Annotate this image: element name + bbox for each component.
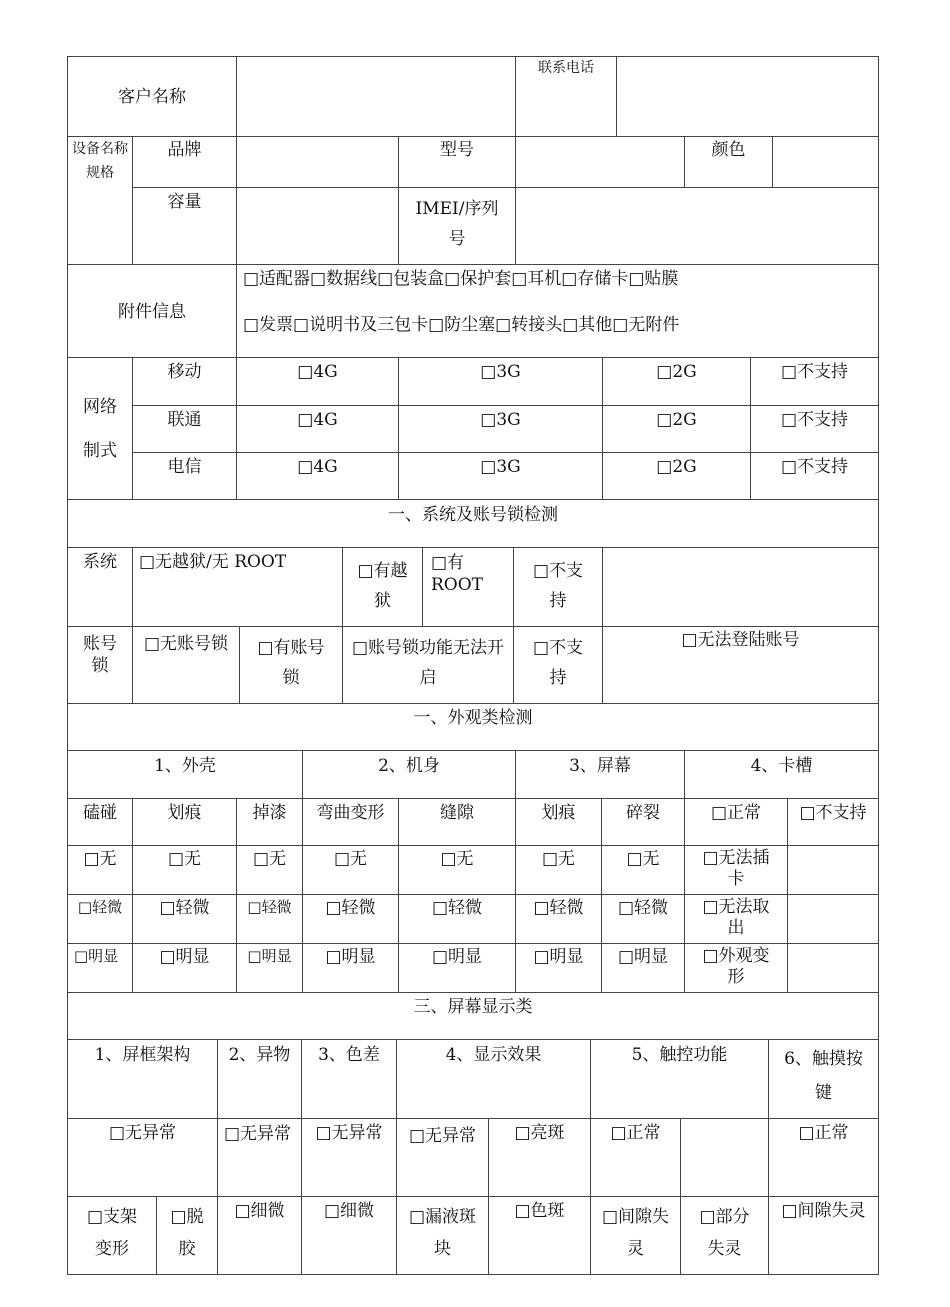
- touch-keys-gap-failure[interactable]: □间隙失灵: [768, 1196, 879, 1275]
- account-lock-cannot-enable[interactable]: □账号锁功能无法开启: [342, 626, 514, 704]
- phone-field[interactable]: [616, 56, 879, 137]
- device-spec-label: 设备名称规格: [67, 136, 133, 265]
- bump-slight[interactable]: □轻微: [67, 894, 133, 944]
- appearance-sub-screen-scratch: 划痕: [515, 798, 602, 846]
- bump-none[interactable]: □无: [67, 845, 133, 895]
- network-unicom-2g[interactable]: □2G: [602, 405, 751, 453]
- system-jailbreak[interactable]: □有越狱: [342, 547, 423, 627]
- appearance-sub-shell-scratch: 划痕: [132, 798, 237, 846]
- accessories-label: 附件信息: [67, 264, 237, 358]
- screen-scratch-none[interactable]: □无: [515, 845, 602, 895]
- appearance-sub-bend: 弯曲变形: [302, 798, 399, 846]
- color-slight[interactable]: □细微: [301, 1196, 397, 1275]
- account-cannot-login[interactable]: □无法登陆账号: [602, 626, 879, 704]
- system-unsupported[interactable]: □不支持: [513, 547, 603, 627]
- touch-keys-normal[interactable]: □正常: [768, 1118, 879, 1197]
- brand-label: 品牌: [132, 136, 237, 188]
- appearance-group-screen: 3、屏幕: [515, 750, 685, 799]
- slot-unsupported-checkbox[interactable]: □不支持: [787, 798, 879, 846]
- account-lock-unsupported[interactable]: □不支持: [513, 626, 603, 704]
- color-field[interactable]: [772, 136, 879, 188]
- network-mobile-3g[interactable]: □3G: [398, 357, 603, 406]
- shell-scratch-slight[interactable]: □轻微: [132, 894, 237, 944]
- customer-name-field[interactable]: [236, 56, 516, 137]
- gap-obvious[interactable]: □明显: [398, 943, 516, 993]
- paint-slight[interactable]: □轻微: [236, 894, 303, 944]
- slot-blank-3: [787, 943, 879, 993]
- gap-none[interactable]: □无: [398, 845, 516, 895]
- display-group-effect: 4、显示效果: [396, 1039, 591, 1119]
- touch-gap-failure[interactable]: □间隙失灵: [590, 1196, 681, 1275]
- network-carrier-unicom: 联通: [132, 405, 237, 453]
- paint-none[interactable]: □无: [236, 845, 303, 895]
- color-label: 颜色: [684, 136, 773, 188]
- account-has-lock[interactable]: □有账号锁: [239, 626, 343, 704]
- network-telecom-unsupported[interactable]: □不支持: [750, 452, 879, 500]
- system-blank: [602, 547, 879, 627]
- phone-label: 联系电话: [515, 56, 617, 137]
- slot-normal-checkbox[interactable]: □正常: [684, 798, 788, 846]
- frame-no-abnormal[interactable]: □无异常: [67, 1118, 218, 1197]
- network-telecom-3g[interactable]: □3G: [398, 452, 603, 500]
- model-field[interactable]: [515, 136, 685, 188]
- system-no-jailbreak[interactable]: □无越狱/无 ROOT: [132, 547, 343, 627]
- touch-blank: [680, 1118, 769, 1197]
- display-group-touch-keys: 6、触摸按键: [768, 1039, 879, 1119]
- foreign-no-abnormal[interactable]: □无异常: [217, 1118, 302, 1197]
- section-appearance-title: 一、外观类检测: [67, 703, 879, 751]
- appearance-sub-gap: 缝隙: [398, 798, 516, 846]
- network-mobile-4g[interactable]: □4G: [236, 357, 399, 406]
- appearance-sub-crack: 碎裂: [601, 798, 685, 846]
- color-no-abnormal[interactable]: □无异常: [301, 1118, 397, 1197]
- account-lock-label: 账号锁: [67, 626, 133, 704]
- effect-color-spot[interactable]: □色斑: [488, 1196, 591, 1275]
- network-unicom-3g[interactable]: □3G: [398, 405, 603, 453]
- imei-field[interactable]: [515, 187, 879, 265]
- crack-none[interactable]: □无: [601, 845, 685, 895]
- display-group-frame: 1、屏框架构: [67, 1039, 218, 1119]
- network-unicom-4g[interactable]: □4G: [236, 405, 399, 453]
- capacity-field[interactable]: [236, 187, 399, 265]
- network-mobile-2g[interactable]: □2G: [602, 357, 751, 406]
- network-carrier-mobile: 移动: [132, 357, 237, 406]
- account-no-lock[interactable]: □无账号锁: [132, 626, 240, 704]
- touch-partial-failure[interactable]: □部分失灵: [680, 1196, 769, 1275]
- crack-obvious[interactable]: □明显: [601, 943, 685, 993]
- touch-normal[interactable]: □正常: [590, 1118, 681, 1197]
- slot-cannot-insert[interactable]: □无法插卡: [684, 845, 788, 895]
- slot-blank-2: [787, 894, 879, 944]
- frame-degummed[interactable]: □脱胶: [156, 1196, 218, 1275]
- slot-cannot-remove[interactable]: □无法取出: [684, 894, 788, 944]
- screen-scratch-obvious[interactable]: □明显: [515, 943, 602, 993]
- display-group-touch: 5、触控功能: [590, 1039, 769, 1119]
- appearance-group-shell: 1、外壳: [67, 750, 303, 799]
- network-label: 网络制式: [67, 357, 133, 500]
- shell-scratch-obvious[interactable]: □明显: [132, 943, 237, 993]
- slot-deformed[interactable]: □外观变形: [684, 943, 788, 993]
- accessories-options: [236, 264, 879, 358]
- network-telecom-4g[interactable]: □4G: [236, 452, 399, 500]
- accessories-line-2[interactable]: □发票□说明书及三包卡□防尘塞□转接头□其他□无附件: [243, 315, 680, 335]
- accessories-line-1[interactable]: □适配器□数据线□包装盒□保护套□耳机□存储卡□贴膜: [243, 269, 679, 289]
- imei-label: IMEI/序列号: [398, 187, 516, 265]
- customer-name-label: 客户名称: [67, 56, 237, 137]
- gap-slight[interactable]: □轻微: [398, 894, 516, 944]
- crack-slight[interactable]: □轻微: [601, 894, 685, 944]
- display-group-foreign: 2、异物: [217, 1039, 302, 1119]
- bend-slight[interactable]: □轻微: [302, 894, 399, 944]
- network-unicom-unsupported[interactable]: □不支持: [750, 405, 879, 453]
- model-label: 型号: [398, 136, 516, 188]
- network-telecom-2g[interactable]: □2G: [602, 452, 751, 500]
- appearance-sub-bump: 磕碰: [67, 798, 133, 846]
- appearance-sub-paint: 掉漆: [236, 798, 303, 846]
- shell-scratch-none[interactable]: □无: [132, 845, 237, 895]
- effect-no-abnormal[interactable]: □无异常: [396, 1118, 489, 1197]
- display-group-color: 3、色差: [301, 1039, 397, 1119]
- section-display-title: 三、屏幕显示类: [67, 992, 879, 1040]
- frame-bracket-deformed[interactable]: □支架变形: [67, 1196, 157, 1275]
- section-system-title: 一、系统及账号锁检测: [67, 499, 879, 548]
- network-carrier-telecom: 电信: [132, 452, 237, 500]
- bend-obvious[interactable]: □明显: [302, 943, 399, 993]
- screen-scratch-slight[interactable]: □轻微: [515, 894, 602, 944]
- paint-obvious[interactable]: □明显: [236, 943, 303, 993]
- slot-blank-1: [787, 845, 879, 895]
- appearance-group-body: 2、机身: [302, 750, 516, 799]
- foreign-slight[interactable]: □细微: [217, 1196, 302, 1275]
- system-root[interactable]: □有 ROOT: [422, 547, 514, 627]
- effect-liquid-spot[interactable]: □漏液斑块: [396, 1196, 489, 1275]
- bend-none[interactable]: □无: [302, 845, 399, 895]
- effect-bright-spot[interactable]: □亮斑: [488, 1118, 591, 1197]
- appearance-group-slot: 4、卡槽: [684, 750, 879, 799]
- brand-field[interactable]: [236, 136, 399, 188]
- system-label: 系统: [67, 547, 133, 627]
- network-mobile-unsupported[interactable]: □不支持: [750, 357, 879, 406]
- capacity-label: 容量: [132, 187, 237, 265]
- bump-obvious[interactable]: □明显: [67, 943, 133, 993]
